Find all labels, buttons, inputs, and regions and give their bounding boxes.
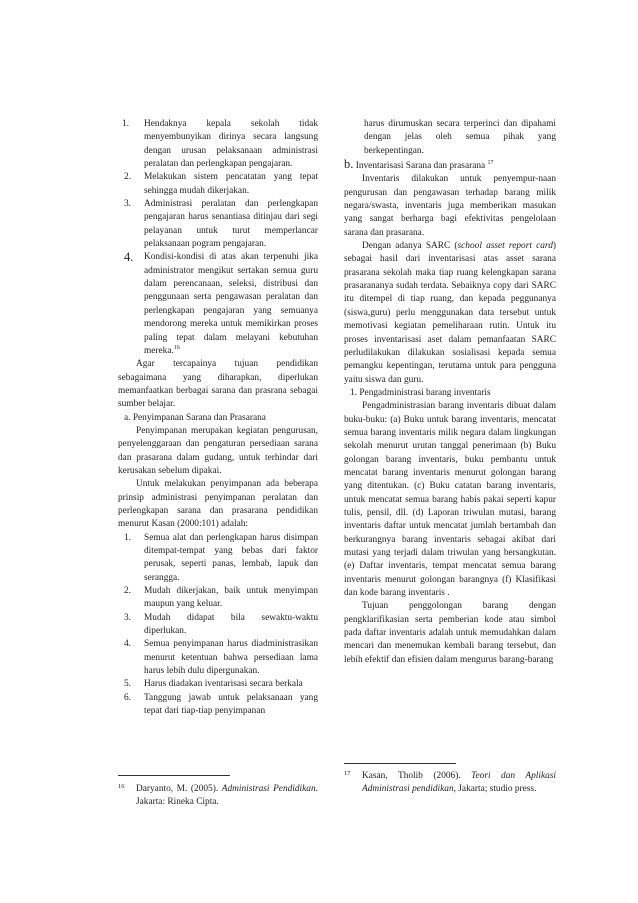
list-text: Mudah dikerjakan, baik untuk menyimpan maupun yang keluar. xyxy=(144,586,318,610)
list-number: 4. xyxy=(124,639,132,650)
list-number: 3. xyxy=(124,612,132,623)
paragraph-part: ) sebagai hasil dari inventarisasi atas asset sarana prasarana sekolah maka tiap ruang kelengkapan sarana prasarananya sudah terdata. Sebaiknya copy dari SARC itu ditempel di tiap ruang, dan kepada peggunanya (siswa,guru) perlu menggunakan data tersebut untuk memotivasi kegiatan pemeliharaan rutin. Untuk itu proses inventarisasi aset dalam pemanfaatan SARC perludilakukan dilakukan sosialisasi kepada semua pemangku kepentingan, terutama untuk para pengguna yaitu siswa dan guru. xyxy=(344,241,556,385)
list-item xyxy=(118,171,318,198)
list-number: 1. xyxy=(124,532,132,543)
left-column xyxy=(118,118,318,718)
list-number: 2. xyxy=(124,586,132,597)
footnote-title: Teori dan Aplikasi Administrasi pendidikan xyxy=(362,771,557,795)
footnote-text xyxy=(118,783,318,810)
list-item xyxy=(118,532,318,585)
list-item xyxy=(118,118,318,171)
list-text: Kondisi-kondisi di atas akan terpenuhi jika administrator mengikut sertakan semua guru dalam perencanaan, seleksi, distribusi dan penggunaan serta pengawasan peralatan dan perlengkapan pengajaran yang semuanya mendorong mereka untuk memikirkan proses paling tepat dalam melayani kebutuhan mereka. xyxy=(144,252,318,356)
list-item xyxy=(118,251,318,358)
list-number: 3. xyxy=(124,199,132,210)
list-item xyxy=(118,692,318,719)
footnote-16 xyxy=(118,783,318,810)
paragraph-part: Dengan adanya SARC ( xyxy=(362,241,458,252)
paragraph: Tujuan penggolongan barang dengan pengklarifikasian serta pemberian kode atau simbol pada daftar inventaris adalah untuk memudahkan dalam mencari dan menemukan kembali barang tersebut, dan lebih efektif dan efisien dalam mengurus barang-barang xyxy=(344,601,556,665)
list-item xyxy=(118,612,318,639)
principles-list xyxy=(118,118,318,358)
section-heading-b xyxy=(344,158,556,173)
list-number: 5. xyxy=(124,679,132,690)
footnote-publisher: . Jakarta: Rineka Cipta. xyxy=(136,784,318,808)
list-item xyxy=(118,678,318,691)
footnote-rule xyxy=(118,775,230,776)
list-number: 1. xyxy=(122,119,130,129)
list-text: Melakukan sistem pencatatan yang tepat sehingga mudah dikerjakan. xyxy=(144,172,318,196)
list-item xyxy=(118,585,318,612)
footnote-number: 16 xyxy=(118,783,125,790)
footnote-17 xyxy=(344,770,556,797)
section-heading: 1. Pengadministrasi barang inventaris xyxy=(350,387,491,398)
storage-principles-list xyxy=(118,532,318,719)
list-item xyxy=(118,638,318,678)
list-number: 4. xyxy=(124,250,134,265)
paragraph: Inventaris dilakukan untuk penyempur-naan pengurusan dan pengawasan terhadap barang milik negara/swasta, inventaris juga memberikan masukan yang sangat berharga bagi efektivitas pengelolaan sarana dan prasarana. xyxy=(344,174,556,238)
footnote-title: Administrasi Pendidikan xyxy=(221,784,316,794)
list-text: Tanggung jawab untuk pelaksanaan yang tepat dari tiap-tiap penyimpanan xyxy=(144,692,318,717)
continued-list-text: harus dirumuskan secara terperinci dan dipahami dengan jelas oleh semua pihak yang berkepentingan. xyxy=(364,119,556,156)
footnote-author: Daryanto, M. (2005). xyxy=(136,784,219,794)
footnote-author: Kasan, Tholib (2006). xyxy=(362,771,461,781)
footnote-ref: 17 xyxy=(487,160,494,167)
list-text: Semua penyimpanan harus diadministrasikan menurut ketentuan bahwa persediaan lama harus lebih dulu dipergunakan. xyxy=(144,639,318,677)
footnote-publisher: , Jakarta; studio press. xyxy=(453,784,537,795)
list-text: Hendaknya kepala sekolah tidak menyembunyikan dirinya secara langsung dengan urusan pelaksanaan administrasi peralatan dan perlengkapan pengajaran. xyxy=(144,119,318,170)
right-column xyxy=(344,118,556,667)
section-heading: a. Penyimpanan Sarana dan Prasarana xyxy=(124,412,266,423)
list-number: 6. xyxy=(124,692,132,703)
footnote-rule xyxy=(344,763,456,764)
heading-text: Inventarisasi Sarana dan prasarana xyxy=(355,161,486,172)
paragraph: Agar tercapainya tujuan pendidikan sebagaimana yang diharapkan, diperlukan memanfaatkan berbagai sarana dan prasrana sebagai sumber belajar. xyxy=(118,359,318,410)
list-item xyxy=(118,198,318,251)
list-text: Semua alat dan perlengkapan harus disimpan ditempat-tempat yang bebas dari faktor perusak, seperti panas, lembab, lapuk dan serangga. xyxy=(144,532,318,583)
paragraph: Pengadministrasian barang inventaris dibuat dalam buku-buku: (a) Buku untuk barang inventaris, mencatat semua barang inventaris milik negara dalam lingkungan sekolah menurut urutan tanggal penerimaan (b) Buku golongan barang inventaris, buku pembantu untuk mencatat barang inventaris menurut golongan barang yang ditentukan. (c) Buku catatan barang inventaris, untuk mencatat semua barang habis pakai seperti kapur tulis, pensil, dll. (d) Laporan triwulan mutasi, barang inventaris daftar untuk mencatat jumlah bertambah dan berkurangnya barang inventaris sebagai akibat dari mutasi yang terjadi dalam triwulan yang bersangkutan. (e) Daftar inventaris, tempat mencatat semua barang inventaris menurut golongan barangnya (f) Klasifikasi dan kode barang inventaris . xyxy=(344,401,556,599)
footnote-number: 17 xyxy=(344,770,351,777)
paragraph xyxy=(344,240,556,387)
heading-letter: b. xyxy=(344,157,354,172)
list-text: Harus diadakan iventarisasi secara berkala xyxy=(144,679,303,690)
list-text: Administrasi peralatan dan perlengkapan pengajaran harus senantiasa ditinjau dari segi pelayanan untuk turut memperlancar pelaksanaan pogram pengajaran. xyxy=(144,199,318,250)
paragraph-italic: school asset report card xyxy=(457,241,553,252)
footnote-ref: 16 xyxy=(173,344,180,351)
footnote-text xyxy=(344,770,556,797)
list-number: 2. xyxy=(124,172,132,183)
list-text: Mudah didapat bila sewaktu-waktu diperlukan. xyxy=(144,612,318,637)
paragraph: Untuk melakukan penyimpanan ada beberapa prinsip administrasi penyimpanan peralatan dan perlengkapan sarana dan prasarana pendidikan menurut Kasan (2000:101) adalah: xyxy=(118,479,318,530)
paragraph: Penyimpanan merupakan kegiatan pengurusan, penyelenggaraan dan pengaturan persediaan sarana dan prasarana dalam gudang, untuk terhindar dari kerusakan sebelum dipakai. xyxy=(118,425,318,476)
